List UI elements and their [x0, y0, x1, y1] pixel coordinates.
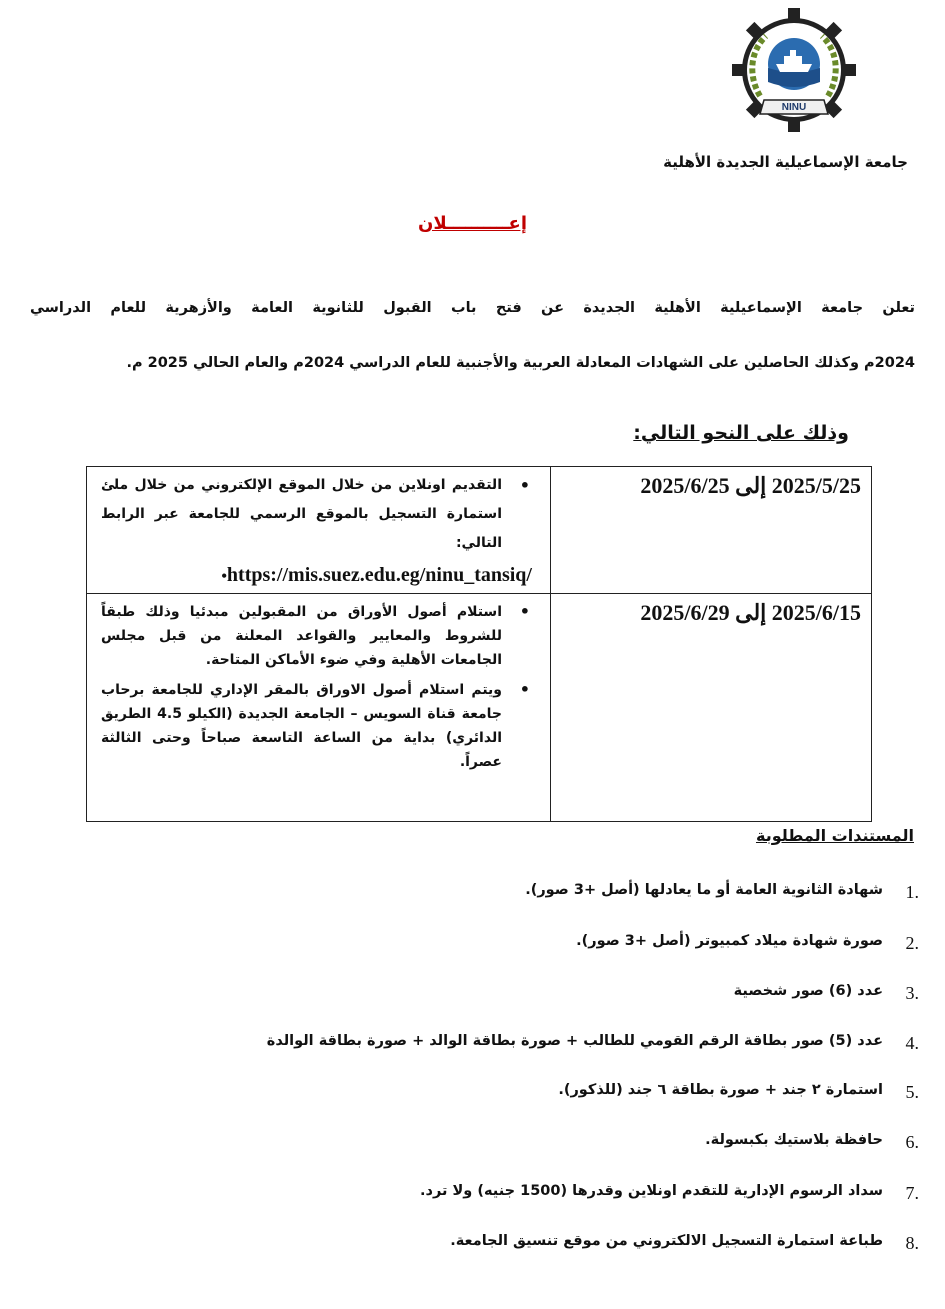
- document-item: 8. طباعة استمارة التسجيل الالكتروني من موقع تنسيق الجامعة.: [450, 1233, 919, 1253]
- document-item: 2. صورة شهادة ميلاد كمبيوتر (أصل +3 صور).: [576, 933, 919, 953]
- bullet-icon: •: [221, 568, 227, 585]
- schedule-bullet: • التقديم اونلاين من خلال الموقع الإلكتروني من خلال ملئ استمارة التسجيل بالموقع الرسمي للجامعة عبر الرابط التالي:: [101, 471, 540, 558]
- intro-line-1: تعلن جامعة الإسماعيلية الأهلية الجديدة عن فتح باب القبول للثانوية العامة والأزهرية للعام الدراسي: [30, 300, 915, 316]
- intro-line-2: 2024م وكذلك الحاصلين على الشهادات المعادلة العربية والأجنبية للعام الدراسي 2024م والعام الحالي 2025 م.: [126, 355, 915, 371]
- documents-title: المستندات المطلوبة: [755, 826, 914, 845]
- document-item: 7. سداد الرسوم الإدارية للتقدم اونلاين وقدرها (1500 جنيه) ولا ترد.: [420, 1183, 919, 1203]
- registration-link[interactable]: •https://mis.suez.edu.eg/ninu_tansiq/: [221, 564, 532, 586]
- schedule-date: 2025/6/15 إلى 2025/6/29: [551, 594, 872, 822]
- schedule-heading: وذلك على النحو التالي:: [633, 422, 849, 444]
- announcement-title: إعــــــــــلان: [417, 213, 528, 234]
- university-name: جامعة الإسماعيلية الجديدة الأهلية: [663, 153, 908, 171]
- svg-text:NINU: NINU: [781, 102, 807, 113]
- schedule-row: [87, 594, 872, 822]
- schedule-row: [87, 467, 872, 594]
- schedule-bullet: • استلام أصول الأوراق من المقبولين مبدئيا وذلك طبقاً للشروط والمعايير والقواعد المعلنة من قبل مجلس الجامعات الأهلية وفي ضوء الأماكن المتاحة.: [101, 600, 540, 672]
- schedule-description: [87, 594, 551, 822]
- schedule-table: [86, 466, 872, 822]
- schedule-description: [87, 467, 551, 594]
- document-item: 6. حافظة بلاستيك بكبسولة.: [705, 1132, 919, 1152]
- university-logo: [730, 6, 858, 134]
- document-item: 1. شهادة الثانوية العامة أو ما يعادلها (أصل +3 صور).: [525, 882, 919, 902]
- document-item: 5. استمارة ٢ جند + صورة بطاقة ٦ جند (للذكور).: [558, 1082, 919, 1102]
- schedule-date: 2025/5/25 إلى 2025/6/25: [551, 467, 872, 594]
- document-item: 3. عدد (6) صور شخصية: [733, 983, 919, 1003]
- schedule-bullet: • ويتم استلام أصول الاوراق بالمقر الإداري للجامعة برحاب جامعة قناة السويس – الجامعة الجديدة (الكيلو 4.5 الطريق الدائري) بداية من الساعة التاسعة صباحاً وحتى الثالثة عصراً.: [101, 678, 540, 774]
- document-item: 4. عدد (5) صور بطاقة الرقم القومي للطالب + صورة بطاقة الوالد + صورة بطاقة الوالدة: [266, 1033, 919, 1053]
